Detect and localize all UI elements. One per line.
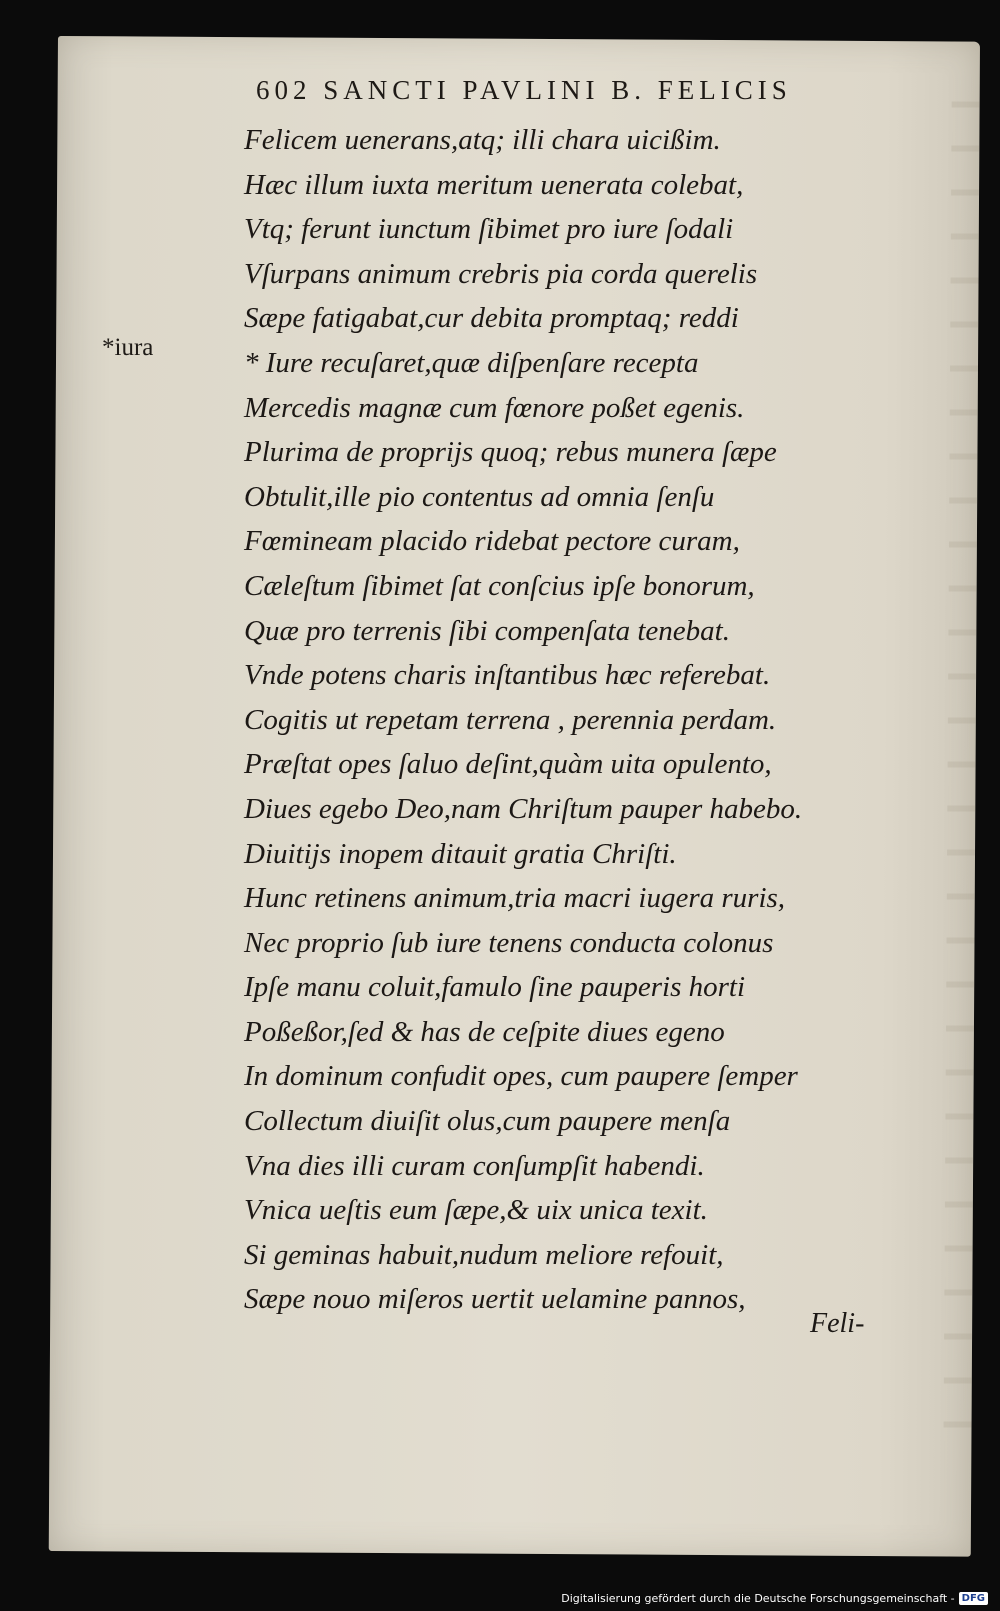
digitization-credit	[557, 1590, 992, 1607]
verse-line: Poßeßor,ſed & has de ceſpite diues egeno	[244, 1015, 725, 1048]
verse-line: Sæpe nouo miſeros uertit uelamine pannos,	[244, 1283, 746, 1316]
credit-text: Digitalisierung gefördert durch die Deutsche Forschungsgemeinschaft -	[561, 1592, 955, 1605]
running-head: 602 SANCTI PAVLINI B. FELICIS	[256, 75, 792, 105]
show-through-edge	[943, 101, 979, 1461]
verse-line: Mercedis magnæ cum fœnore poßet egenis.	[244, 391, 745, 424]
verse-line: Sæpe fatigabat,cur debita promptaq; reddi	[244, 302, 739, 335]
verse-line: Vnica ueſtis eum ſæpe,& uix unica texit.	[244, 1194, 708, 1227]
verse-line: Cogitis ut repetam terrena , perennia perdam.	[244, 703, 777, 736]
verse-line: Vnde potens charis inſtantibus hæc referebat.	[244, 659, 771, 692]
verse-line: * Iure recuſaret,quæ diſpenſare recepta	[244, 346, 699, 379]
verse-line: Si geminas habuit,nudum meliore refouit,	[244, 1238, 724, 1271]
verse-line: Nec proprio ſub iure tenens conducta colonus	[244, 926, 774, 959]
verse-line: Hæc illum iuxta meritum uenerata colebat,	[244, 168, 744, 201]
dfg-logo: DFG	[959, 1592, 988, 1605]
verse-line: Quæ pro terrenis ſibi compenſata tenebat.	[244, 614, 730, 647]
verse-line: Diues egebo Deo,nam Chriſtum pauper habebo.	[244, 792, 803, 825]
verse-line: Vtq; ferunt iunctum ſibimet pro iure ſodali	[244, 213, 734, 246]
verse-line: Collectum diuiſit olus,cum paupere menſa	[244, 1105, 731, 1138]
verse-line: Vſurpans animum crebris pia corda querelis	[244, 257, 758, 290]
verse-line: Obtulit,ille pio contentus ad omnia ſenſu	[244, 480, 715, 513]
verse-line: Felicem uenerans,atq; illi chara uicißim.	[244, 124, 721, 156]
verse-line: Cæleſtum ſibimet ſat conſcius ipſe bonorum,	[244, 569, 755, 602]
catchword: Feli-	[810, 1308, 865, 1339]
verse-line: Fœmineam placido ridebat pectore curam,	[244, 525, 740, 558]
verse-line: Ipſe manu coluit,famulo ſine pauperis horti	[244, 971, 746, 1004]
verse-line: Plurima de proprijs quoq; rebus munera ſæpe	[244, 436, 777, 469]
verse-line: Diuitijs inopem ditauit gratia Chriſti.	[244, 837, 677, 870]
verse-line: In dominum confudit opes, cum paupere ſemper	[244, 1060, 798, 1093]
verse-text	[244, 118, 914, 1322]
verse-line: Præſtat opes ſaluo deſint,quàm uita opulento,	[244, 748, 772, 781]
margin-note: *iura	[102, 334, 154, 361]
verse-line: Vna dies illi curam conſumpſit habendi.	[244, 1149, 705, 1182]
verse-line: Hunc retinens animum,tria macri iugera ruris,	[244, 882, 786, 915]
